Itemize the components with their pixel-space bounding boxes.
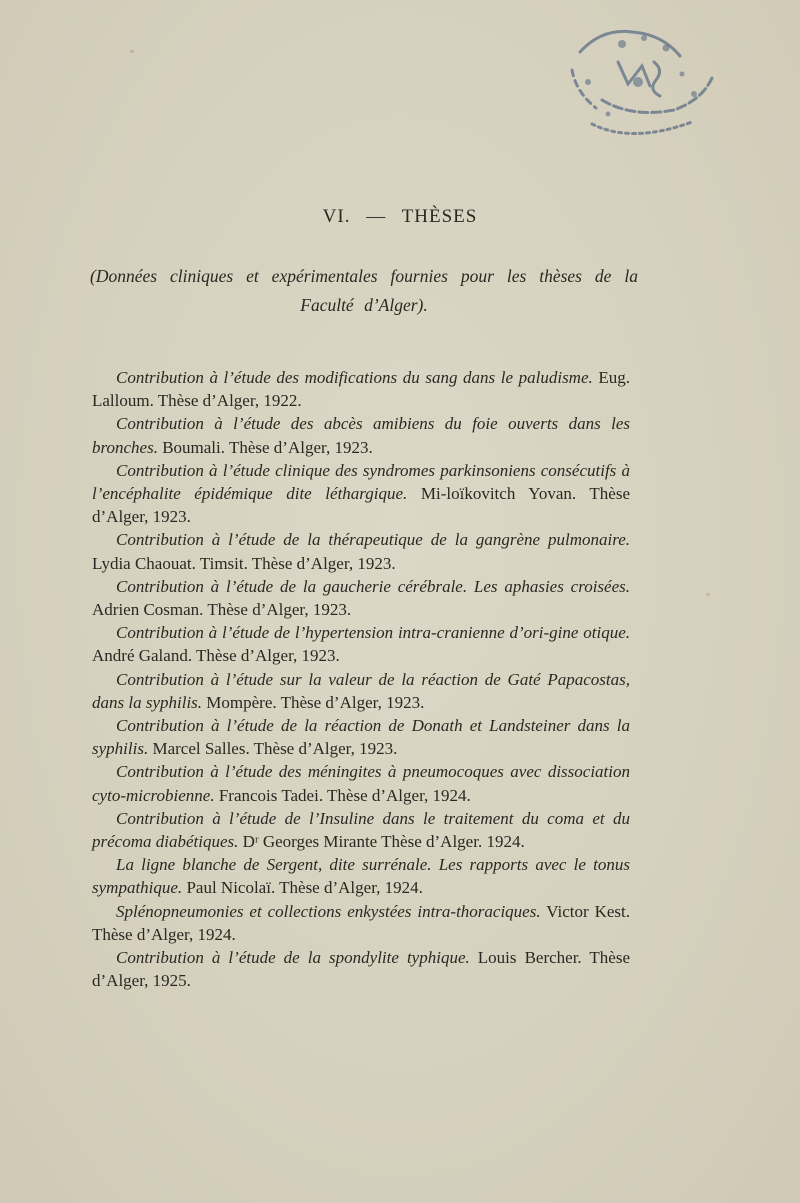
section-title: THÈSES: [401, 206, 478, 227]
thesis-detail: Dʳ Georges Mirante Thèse d’Alger. 1924.: [242, 832, 525, 852]
thesis-title: Contribution à l’étude de la thérapeutique de la gangrène pulmonaire.: [116, 530, 630, 550]
thesis-detail: Mi-loïkovitch Yovan. Thèse d’Alger, 1923.: [92, 484, 630, 527]
thesis-title: Contribution à l’étude de la gaucherie cérébrale. Les aphasies croisées.: [116, 576, 630, 596]
thesis-entry: [92, 946, 630, 992]
paper-speck: [130, 50, 134, 53]
thesis-entry: [92, 459, 630, 529]
section-heading: [0, 206, 800, 228]
thesis-entry: [92, 575, 630, 621]
thesis-title: Splénopneumonies et collections enkystées intra-thoraciques.: [116, 901, 541, 921]
thesis-detail: Paul Nicolaï. Thèse d’Alger, 1924.: [186, 878, 423, 898]
thesis-title: Contribution à l’étude des méningites à pneumocoques avec dissociation cyto-microbienne.: [92, 762, 630, 805]
paper-speck: [706, 593, 710, 596]
thesis-title: Contribution à l’étude de la spondylite typhique.: [116, 948, 470, 968]
section-subtitle: (Données cliniques et expérimentales fournies pour les thèses de la Faculté d’Alger).: [90, 266, 638, 315]
thesis-title: Contribution à l’étude clinique des syndromes parkinsoniens consécutifs à l’encéphalite épidémique dite léthargique.: [92, 460, 630, 504]
thesis-detail: Eug. Lalloum. Thèse d’Alger, 1922.: [92, 368, 631, 411]
thesis-entry: [92, 900, 630, 946]
thesis-detail: Louis Bercher. Thèse d’Alger, 1925.: [92, 948, 630, 991]
thesis-entry: [92, 412, 630, 458]
theses-list: [92, 366, 630, 992]
thesis-entry: [92, 621, 630, 667]
thesis-detail: Boumali. Thèse d’Alger, 1923.: [162, 437, 373, 457]
thesis-title: Contribution à l’étude de la réaction de Donath et Landsteiner dans la syphilis.: [92, 716, 630, 759]
thesis-title: La ligne blanche de Sergent, dite surrénale. Les rapports avec le tonus sympathique.: [92, 855, 630, 898]
thesis-detail: Adrien Cosman. Thèse d’Alger, 1923.: [92, 600, 352, 620]
thesis-title: Contribution à l’étude de l’Insuline dans le traitement du coma et du précoma diabétiques.: [92, 808, 630, 852]
heading-dash: —: [366, 206, 387, 227]
thesis-detail: Marcel Salles. Thèse d’Alger, 1923.: [152, 739, 398, 759]
thesis-title: Contribution à l’étude sur la valeur de la réaction de Gaté Papacostas, dans la syphilis.: [92, 669, 630, 712]
thesis-detail: Lydia Chaouat. Timsit. Thèse d’Alger, 1923.: [92, 553, 396, 573]
thesis-entry: [92, 366, 630, 412]
thesis-detail: André Galand. Thèse d’Alger, 1923.: [92, 646, 340, 666]
thesis-entry: [92, 853, 630, 899]
thesis-title: Contribution à l’étude des abcès amibiens du foie ouverts dans les bronches.: [92, 414, 630, 457]
thesis-entry: [92, 528, 630, 574]
section-number: VI.: [322, 206, 351, 227]
thesis-entry: [92, 714, 630, 760]
thesis-entry: [92, 807, 630, 853]
thesis-title: Contribution à l’étude de l’hypertension intra-cranienne d’ori-gine otique.: [116, 623, 630, 643]
library-stamp-icon: [562, 22, 722, 152]
thesis-entry: [92, 760, 630, 806]
thesis-detail: Mompère. Thèse d’Alger, 1923.: [206, 692, 425, 712]
thesis-detail: Victor Kest. Thèse d’Alger, 1924.: [92, 901, 630, 944]
thesis-entry: [92, 668, 630, 714]
thesis-detail: Francois Tadei. Thèse d’Alger, 1924.: [218, 785, 471, 805]
thesis-title: Contribution à l’étude des modifications du sang dans le paludisme.: [116, 368, 593, 387]
